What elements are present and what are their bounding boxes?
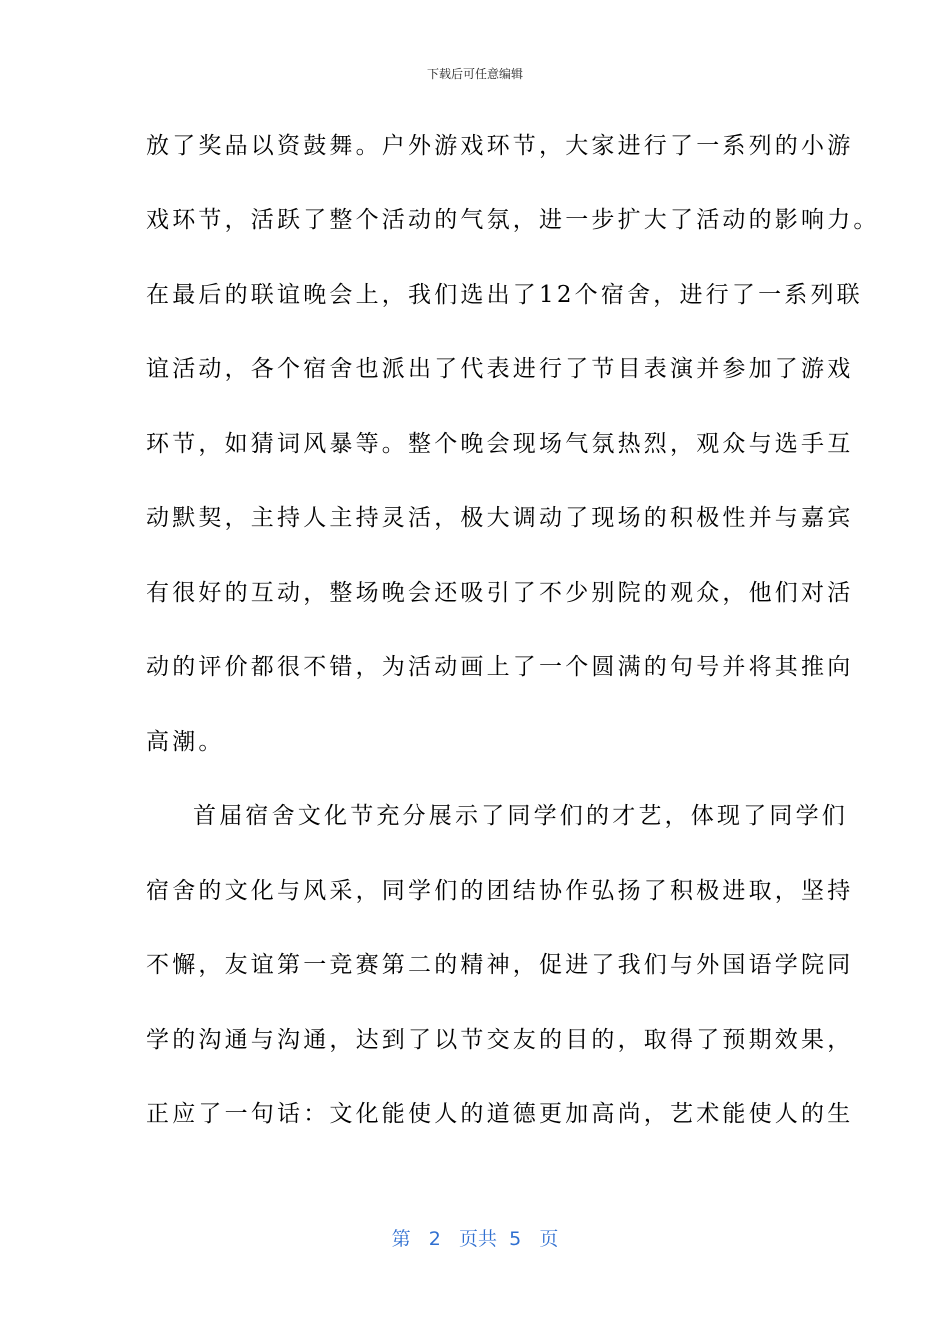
page-header-note: 下载后可任意编辑 <box>426 67 523 81</box>
body-text-line: 宿舍的文化与风采，同学们的团结协作弘扬了积极进取，坚持 <box>146 878 854 904</box>
body-text-line: 谊活动，各个宿舍也派出了代表进行了节目表演并参加了游戏 <box>146 356 854 382</box>
body-text-line: 放了奖品以资鼓舞。户外游戏环节，大家进行了一系列的小游 <box>146 133 854 159</box>
body-text-line: 戏环节，活跃了整个活动的气氛，进一步扩大了活动的影响力。 <box>146 207 880 233</box>
current-page-number: 2 <box>428 1228 441 1250</box>
body-text-line: 学的沟通与沟通，达到了以节交友的目的，取得了预期效果， <box>146 1027 854 1053</box>
footer-suffix: 页 <box>539 1228 559 1250</box>
body-text-line: 高潮。 <box>146 729 225 755</box>
body-text-line: 正应了一句话：文化能使人的道德更加高尚，艺术能使人的生 <box>146 1101 854 1127</box>
body-text-line: 不懈，友谊第一竞赛第二的精神，促进了我们与外国语学院同 <box>146 952 854 978</box>
paragraph-first-line: 首届宿舍文化节充分展示了同学们的才艺，体现了同学们 <box>193 803 848 829</box>
body-text-line: 在最后的联谊晚会上，我们选出了12个宿舍，进行了一系列联 <box>146 282 863 308</box>
body-text-line: 有很好的互动，整场晚会还吸引了不少别院的观众，他们对活 <box>146 580 854 606</box>
body-text-line: 动的评价都很不错，为活动画上了一个圆满的句号并将其推向 <box>146 654 854 680</box>
body-text-line: 动默契，主持人主持灵活，极大调动了现场的积极性并与嘉宾 <box>146 505 854 531</box>
body-text-line: 环节，如猜词风暴等。整个晚会现场气氛热烈，观众与选手互 <box>146 431 854 457</box>
page-number-footer <box>0 1226 950 1252</box>
total-page-count: 5 <box>509 1228 522 1250</box>
footer-middle: 页共 <box>459 1228 498 1250</box>
footer-prefix: 第 <box>391 1228 411 1250</box>
